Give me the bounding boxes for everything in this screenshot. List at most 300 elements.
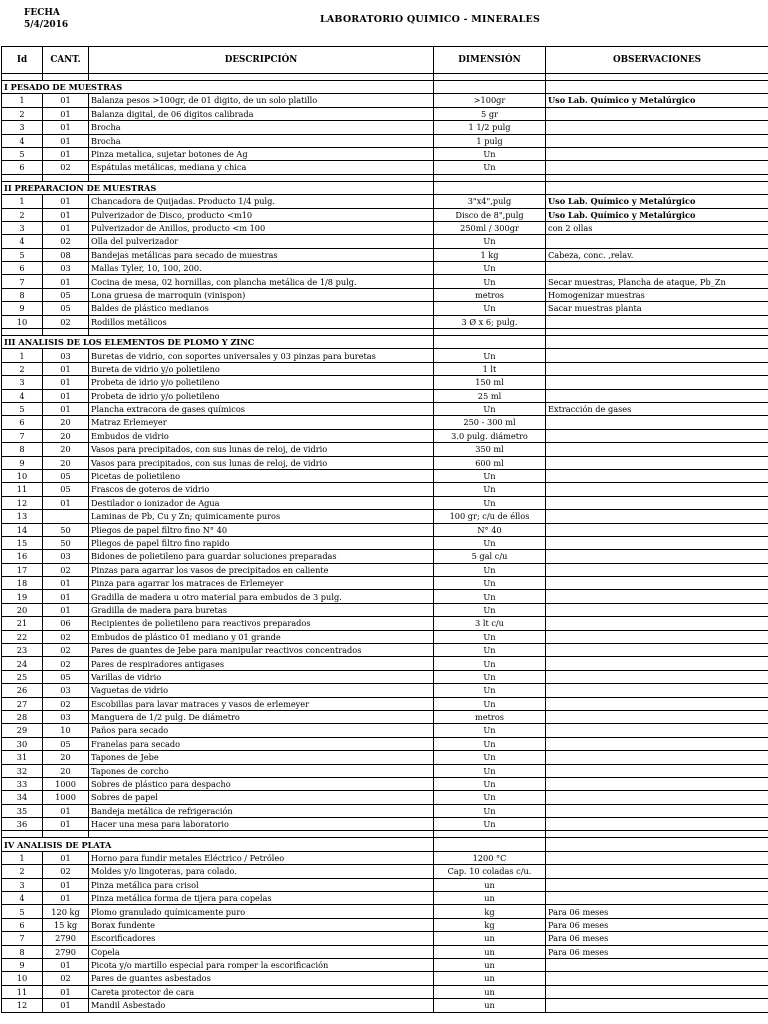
table-row: [2, 94, 768, 107]
cell-dimension: Un: [434, 483, 546, 496]
cell-descripcion: Franelas para secado: [89, 737, 434, 750]
column-header-descripcion: DESCRIPCIÓN: [89, 47, 434, 74]
spacer-cell: [2, 174, 43, 181]
cell-dimension: 250 - 300 ml: [434, 416, 546, 429]
cell-descripcion: Mallas Tyler, 10, 100, 200.: [89, 262, 434, 275]
cell-id: 7: [2, 932, 43, 945]
cell-cant: 05: [43, 737, 89, 750]
table-row: [2, 121, 768, 134]
cell-observaciones: [546, 630, 768, 643]
cell-descripcion: Horno para fundir metales Eléctrico / Petróleo: [89, 851, 434, 864]
cell-id: 36: [2, 818, 43, 831]
spacer-cell: [546, 174, 768, 181]
section-obs-cell: [546, 81, 768, 94]
cell-dimension: un: [434, 932, 546, 945]
cell-descripcion: Laminas de Pb, Cu y Zn; quimicamente puros: [89, 510, 434, 523]
cell-dimension: Un: [434, 262, 546, 275]
cell-observaciones: [546, 389, 768, 402]
cell-id: 5: [2, 248, 43, 261]
cell-descripcion: Baldes de plástico medianos: [89, 302, 434, 315]
cell-descripcion: Embudos de vidrio: [89, 429, 434, 442]
table-row: [2, 737, 768, 750]
cell-id: 31: [2, 751, 43, 764]
table-row: [2, 208, 768, 221]
cell-descripcion: Borax fundente: [89, 918, 434, 931]
cell-dimension: 1 1/2 pulg: [434, 121, 546, 134]
column-header-cant: CANT.: [43, 47, 89, 74]
cell-id: 2: [2, 865, 43, 878]
cell-observaciones: [546, 443, 768, 456]
cell-id: 3: [2, 221, 43, 234]
cell-descripcion: Bandeja metálica de refrigeración: [89, 804, 434, 817]
table-row: [2, 221, 768, 234]
table-row: [2, 195, 768, 208]
cell-cant: 01: [43, 878, 89, 891]
cell-id: 12: [2, 496, 43, 509]
cell-cant: 01: [43, 577, 89, 590]
cell-cant: 01: [43, 208, 89, 221]
cell-observaciones: [546, 456, 768, 469]
table-row: [2, 577, 768, 590]
cell-dimension: Un: [434, 764, 546, 777]
cell-observaciones: [546, 985, 768, 998]
cell-id: 1: [2, 94, 43, 107]
cell-dimension: un: [434, 972, 546, 985]
table-row: [2, 134, 768, 147]
table-row: [2, 107, 768, 120]
cell-descripcion: Buretas de vidrio, con soportes universales y 03 pinzas para buretas: [89, 349, 434, 362]
spacer-cell: [43, 831, 89, 838]
cell-descripcion: Pliegos de papel filtro fino N° 40: [89, 523, 434, 536]
cell-dimension: 1 pulg: [434, 134, 546, 147]
cell-dimension: 250ml / 300gr: [434, 221, 546, 234]
cell-cant: 01: [43, 376, 89, 389]
table-row: [2, 469, 768, 482]
cell-descripcion: Mandil Asbestado: [89, 999, 434, 1012]
cell-dimension: N° 40: [434, 523, 546, 536]
cell-descripcion: Probeta de idrio y/o polietileno: [89, 376, 434, 389]
cell-id: 7: [2, 275, 43, 288]
cell-cant: 1000: [43, 791, 89, 804]
table-row: [2, 804, 768, 817]
cell-descripcion: Brocha: [89, 121, 434, 134]
cell-cant: 20: [43, 456, 89, 469]
cell-dimension: un: [434, 892, 546, 905]
cell-observaciones: [546, 724, 768, 737]
spacer-cell: [89, 174, 434, 181]
cell-dimension: Cap. 10 coladas c/u.: [434, 865, 546, 878]
cell-dimension: 3 Ø x 6; pulg.: [434, 315, 546, 328]
table-row: [2, 362, 768, 375]
table-row: [2, 878, 768, 891]
cell-dimension: un: [434, 985, 546, 998]
cell-dimension: Disco de 8",pulg: [434, 208, 546, 221]
column-header-observaciones: OBSERVACIONES: [546, 47, 768, 74]
table-row: [2, 710, 768, 723]
cell-dimension: un: [434, 878, 546, 891]
table-row: [2, 288, 768, 301]
cell-id: 10: [2, 469, 43, 482]
table-row: [2, 918, 768, 931]
column-header-id: Id: [2, 47, 43, 74]
cell-cant: 01: [43, 94, 89, 107]
cell-observaciones: [546, 697, 768, 710]
table-row: [2, 235, 768, 248]
cell-id: 18: [2, 577, 43, 590]
cell-descripcion: Varillas de vidrio: [89, 670, 434, 683]
column-header-dimension: DIMENSIÓN: [434, 47, 546, 74]
table-row: [2, 985, 768, 998]
cell-id: 4: [2, 235, 43, 248]
table-row: [2, 644, 768, 657]
table-row: [2, 751, 768, 764]
table-row: [2, 302, 768, 315]
table-row: [2, 402, 768, 415]
table-row: [2, 851, 768, 864]
cell-dimension: kg: [434, 918, 546, 931]
cell-descripcion: Pares de guantes de Jebe para manipular reactivos concentrados: [89, 644, 434, 657]
cell-observaciones: [546, 496, 768, 509]
cell-observaciones: [546, 764, 768, 777]
cell-cant: 01: [43, 851, 89, 864]
spacer-cell: [546, 831, 768, 838]
cell-descripcion: Pinza metalica, sujetar botones de Ag: [89, 147, 434, 160]
cell-id: 14: [2, 523, 43, 536]
table-row: [2, 657, 768, 670]
table-row: [2, 777, 768, 790]
cell-cant: 02: [43, 235, 89, 248]
table-row: [2, 892, 768, 905]
cell-observaciones: Secar muestras, Plancha de ataque, Pb_Zn: [546, 275, 768, 288]
cell-id: 13: [2, 510, 43, 523]
cell-id: 10: [2, 972, 43, 985]
cell-id: 6: [2, 416, 43, 429]
cell-dimension: Un: [434, 670, 546, 683]
cell-descripcion: Destilador o ionizador de Agua: [89, 496, 434, 509]
cell-observaciones: [546, 550, 768, 563]
cell-observaciones: [546, 777, 768, 790]
section-obs-cell: [546, 336, 768, 349]
cell-id: 33: [2, 777, 43, 790]
cell-cant: 50: [43, 523, 89, 536]
cell-observaciones: [546, 670, 768, 683]
cell-dimension: Un: [434, 737, 546, 750]
cell-observaciones: Uso Lab. Químico y Metalúrgico: [546, 94, 768, 107]
cell-observaciones: [546, 972, 768, 985]
cell-observaciones: Para 06 meses: [546, 945, 768, 958]
table-row: [2, 999, 768, 1012]
section-dim-cell: [434, 838, 546, 851]
cell-observaciones: Para 06 meses: [546, 905, 768, 918]
spacer-cell: [89, 329, 434, 336]
section-spacer: [2, 74, 768, 81]
table-row: [2, 550, 768, 563]
cell-dimension: Un: [434, 349, 546, 362]
cell-id: 8: [2, 443, 43, 456]
cell-cant: 01: [43, 121, 89, 134]
table-row: [2, 275, 768, 288]
cell-observaciones: [546, 865, 768, 878]
table-row: [2, 630, 768, 643]
cell-observaciones: [546, 107, 768, 120]
document-header: [0, 0, 768, 46]
section-spacer: [2, 174, 768, 181]
cell-cant: 03: [43, 710, 89, 723]
cell-id: 35: [2, 804, 43, 817]
cell-id: 2: [2, 362, 43, 375]
cell-cant: 20: [43, 429, 89, 442]
section-obs-cell: [546, 181, 768, 194]
cell-observaciones: [546, 657, 768, 670]
cell-id: 15: [2, 536, 43, 549]
table-row: [2, 865, 768, 878]
table-row: [2, 791, 768, 804]
table-row: [2, 443, 768, 456]
cell-dimension: Un: [434, 751, 546, 764]
cell-cant: 01: [43, 275, 89, 288]
table-row: [2, 416, 768, 429]
cell-observaciones: [546, 362, 768, 375]
table-row: [2, 262, 768, 275]
spacer-cell: [2, 329, 43, 336]
cell-cant: 01: [43, 389, 89, 402]
cell-observaciones: [546, 523, 768, 536]
spacer-cell: [43, 74, 89, 81]
cell-observaciones: [546, 710, 768, 723]
table-row: [2, 563, 768, 576]
cell-observaciones: [546, 483, 768, 496]
table-row: [2, 603, 768, 616]
cell-observaciones: [546, 235, 768, 248]
cell-dimension: Un: [434, 496, 546, 509]
cell-observaciones: [546, 851, 768, 864]
cell-observaciones: [546, 121, 768, 134]
spacer-cell: [43, 329, 89, 336]
cell-descripcion: Picetas de polietileno: [89, 469, 434, 482]
spacer-cell: [434, 831, 546, 838]
cell-dimension: metros: [434, 710, 546, 723]
cell-id: 5: [2, 147, 43, 160]
spacer-cell: [43, 174, 89, 181]
cell-id: 28: [2, 710, 43, 723]
cell-cant: 05: [43, 670, 89, 683]
cell-dimension: Un: [434, 302, 546, 315]
cell-descripcion: Bandejas metálicas para secado de muestras: [89, 248, 434, 261]
cell-dimension: Un: [434, 590, 546, 603]
cell-dimension: kg: [434, 905, 546, 918]
cell-dimension: 350 ml: [434, 443, 546, 456]
cell-dimension: Un: [434, 563, 546, 576]
cell-cant: 2790: [43, 932, 89, 945]
cell-descripcion: Cocina de mesa, 02 hornillas, con plancha metálica de 1/8 pulg.: [89, 275, 434, 288]
cell-descripcion: Pliegos de papel filtro fino rapido: [89, 536, 434, 549]
cell-descripcion: Gradilla de madera para buretas: [89, 603, 434, 616]
cell-descripcion: Matraz Erlemeyer: [89, 416, 434, 429]
cell-id: 1: [2, 349, 43, 362]
section-obs-cell: [546, 838, 768, 851]
cell-cant: 02: [43, 563, 89, 576]
spacer-cell: [89, 831, 434, 838]
cell-dimension: 1 kg: [434, 248, 546, 261]
cell-id: 34: [2, 791, 43, 804]
cell-id: 1: [2, 851, 43, 864]
table-row: [2, 945, 768, 958]
cell-observaciones: [546, 349, 768, 362]
cell-cant: 01: [43, 603, 89, 616]
section-title: II PREPARACION DE MUESTRAS: [2, 181, 434, 194]
cell-descripcion: Hacer una mesa para laboratorio: [89, 818, 434, 831]
cell-descripcion: Escobillas para lavar matraces y vasos de erlemeyer: [89, 697, 434, 710]
cell-id: 32: [2, 764, 43, 777]
cell-id: 30: [2, 737, 43, 750]
cell-cant: 01: [43, 804, 89, 817]
spacer-cell: [2, 831, 43, 838]
cell-observaciones: Extracción de gases: [546, 402, 768, 415]
cell-descripcion: Frascos de goteros de vidrio: [89, 483, 434, 496]
cell-descripcion: Moldes y/o lingoteras, para colado.: [89, 865, 434, 878]
cell-descripcion: Balanza digital, de 06 digitos calibrada: [89, 107, 434, 120]
cell-dimension: un: [434, 959, 546, 972]
section-title: I PESADO DE MUESTRAS: [2, 81, 434, 94]
cell-descripcion: Pinza metálica para crisol: [89, 878, 434, 891]
cell-descripcion: Brocha: [89, 134, 434, 147]
cell-observaciones: Homogenizar muestras: [546, 288, 768, 301]
section-header-row: [2, 336, 768, 349]
cell-descripcion: Vasos para precipitados, con sus lunas de reloj, de vidrio: [89, 443, 434, 456]
cell-cant: 02: [43, 972, 89, 985]
cell-cant: 01: [43, 147, 89, 160]
section-header-row: [2, 838, 768, 851]
cell-cant: 02: [43, 161, 89, 174]
cell-id: 9: [2, 959, 43, 972]
cell-cant: 02: [43, 315, 89, 328]
cell-dimension: 5 gr: [434, 107, 546, 120]
cell-descripcion: Pulverizador de Anillos, producto <m 100: [89, 221, 434, 234]
cell-cant: 01: [43, 985, 89, 998]
cell-id: 26: [2, 684, 43, 697]
cell-id: 25: [2, 670, 43, 683]
table-row: [2, 315, 768, 328]
cell-dimension: >100gr: [434, 94, 546, 107]
cell-id: 27: [2, 697, 43, 710]
table-row: [2, 510, 768, 523]
table-row: [2, 496, 768, 509]
section-title: III ANALISIS DE LOS ELEMENTOS DE PLOMO Y ZINC: [2, 336, 434, 349]
cell-observaciones: [546, 603, 768, 616]
cell-cant: 20: [43, 443, 89, 456]
cell-observaciones: Para 06 meses: [546, 932, 768, 945]
table-row: [2, 590, 768, 603]
table-header-row: [2, 47, 768, 74]
cell-cant: 03: [43, 349, 89, 362]
cell-id: 2: [2, 208, 43, 221]
cell-descripcion: Plancha extracora de gases químicos: [89, 402, 434, 415]
cell-id: 3: [2, 121, 43, 134]
cell-observaciones: Para 06 meses: [546, 918, 768, 931]
cell-id: 8: [2, 945, 43, 958]
section-spacer: [2, 329, 768, 336]
cell-id: 19: [2, 590, 43, 603]
cell-dimension: Un: [434, 577, 546, 590]
cell-dimension: Un: [434, 777, 546, 790]
cell-descripcion: Embudos de plástico 01 mediano y 01 grande: [89, 630, 434, 643]
table-row: [2, 147, 768, 160]
cell-cant: 50: [43, 536, 89, 549]
cell-dimension: 600 ml: [434, 456, 546, 469]
cell-descripcion: Espátulas metálicas, mediana y chica: [89, 161, 434, 174]
cell-observaciones: Sacar muestras planta: [546, 302, 768, 315]
cell-dimension: Un: [434, 603, 546, 616]
cell-cant: 03: [43, 550, 89, 563]
cell-dimension: Un: [434, 697, 546, 710]
table-row: [2, 376, 768, 389]
cell-id: 12: [2, 999, 43, 1012]
cell-observaciones: Cabeza, conc. ,relav.: [546, 248, 768, 261]
cell-id: 21: [2, 617, 43, 630]
cell-cant: 03: [43, 684, 89, 697]
cell-dimension: un: [434, 999, 546, 1012]
table-row: [2, 932, 768, 945]
cell-observaciones: [546, 147, 768, 160]
cell-descripcion: Paños para secado: [89, 724, 434, 737]
cell-dimension: Un: [434, 235, 546, 248]
table-row: [2, 697, 768, 710]
table-row: [2, 483, 768, 496]
cell-descripcion: Pinza para agarrar los matraces de Erlemeyer: [89, 577, 434, 590]
cell-id: 9: [2, 456, 43, 469]
cell-observaciones: [546, 999, 768, 1012]
cell-descripcion: Recipientes de polietileno para reactivos preparados: [89, 617, 434, 630]
cell-id: 1: [2, 195, 43, 208]
table-row: [2, 764, 768, 777]
cell-observaciones: [546, 590, 768, 603]
cell-descripcion: Probeta de idrio y/o polietileno: [89, 389, 434, 402]
cell-id: 6: [2, 918, 43, 931]
table-row: [2, 905, 768, 918]
cell-dimension: 100 gr; c/u de éllos: [434, 510, 546, 523]
cell-descripcion: Pares de respiradores antigases: [89, 657, 434, 670]
table-row: [2, 959, 768, 972]
cell-id: 11: [2, 985, 43, 998]
cell-descripcion: Plomo granulado químicamente puro: [89, 905, 434, 918]
cell-descripcion: Pares de guantes asbestados: [89, 972, 434, 985]
cell-observaciones: [546, 737, 768, 750]
cell-dimension: 150 ml: [434, 376, 546, 389]
cell-cant: 01: [43, 107, 89, 120]
cell-descripcion: Pulverizador de Disco, producto <m10: [89, 208, 434, 221]
cell-cant: 01: [43, 590, 89, 603]
cell-dimension: Un: [434, 644, 546, 657]
spacer-cell: [546, 74, 768, 81]
table-row: [2, 248, 768, 261]
cell-cant: 06: [43, 617, 89, 630]
cell-cant: 05: [43, 483, 89, 496]
cell-dimension: Un: [434, 657, 546, 670]
cell-observaciones: [546, 510, 768, 523]
cell-cant: 02: [43, 697, 89, 710]
cell-cant: 01: [43, 362, 89, 375]
cell-dimension: Un: [434, 161, 546, 174]
cell-id: 4: [2, 389, 43, 402]
cell-observaciones: [546, 617, 768, 630]
cell-id: 6: [2, 262, 43, 275]
cell-descripcion: Copela: [89, 945, 434, 958]
cell-descripcion: Escorificadores: [89, 932, 434, 945]
cell-id: 4: [2, 892, 43, 905]
cell-cant: 10: [43, 724, 89, 737]
cell-observaciones: [546, 959, 768, 972]
cell-observaciones: [546, 429, 768, 442]
